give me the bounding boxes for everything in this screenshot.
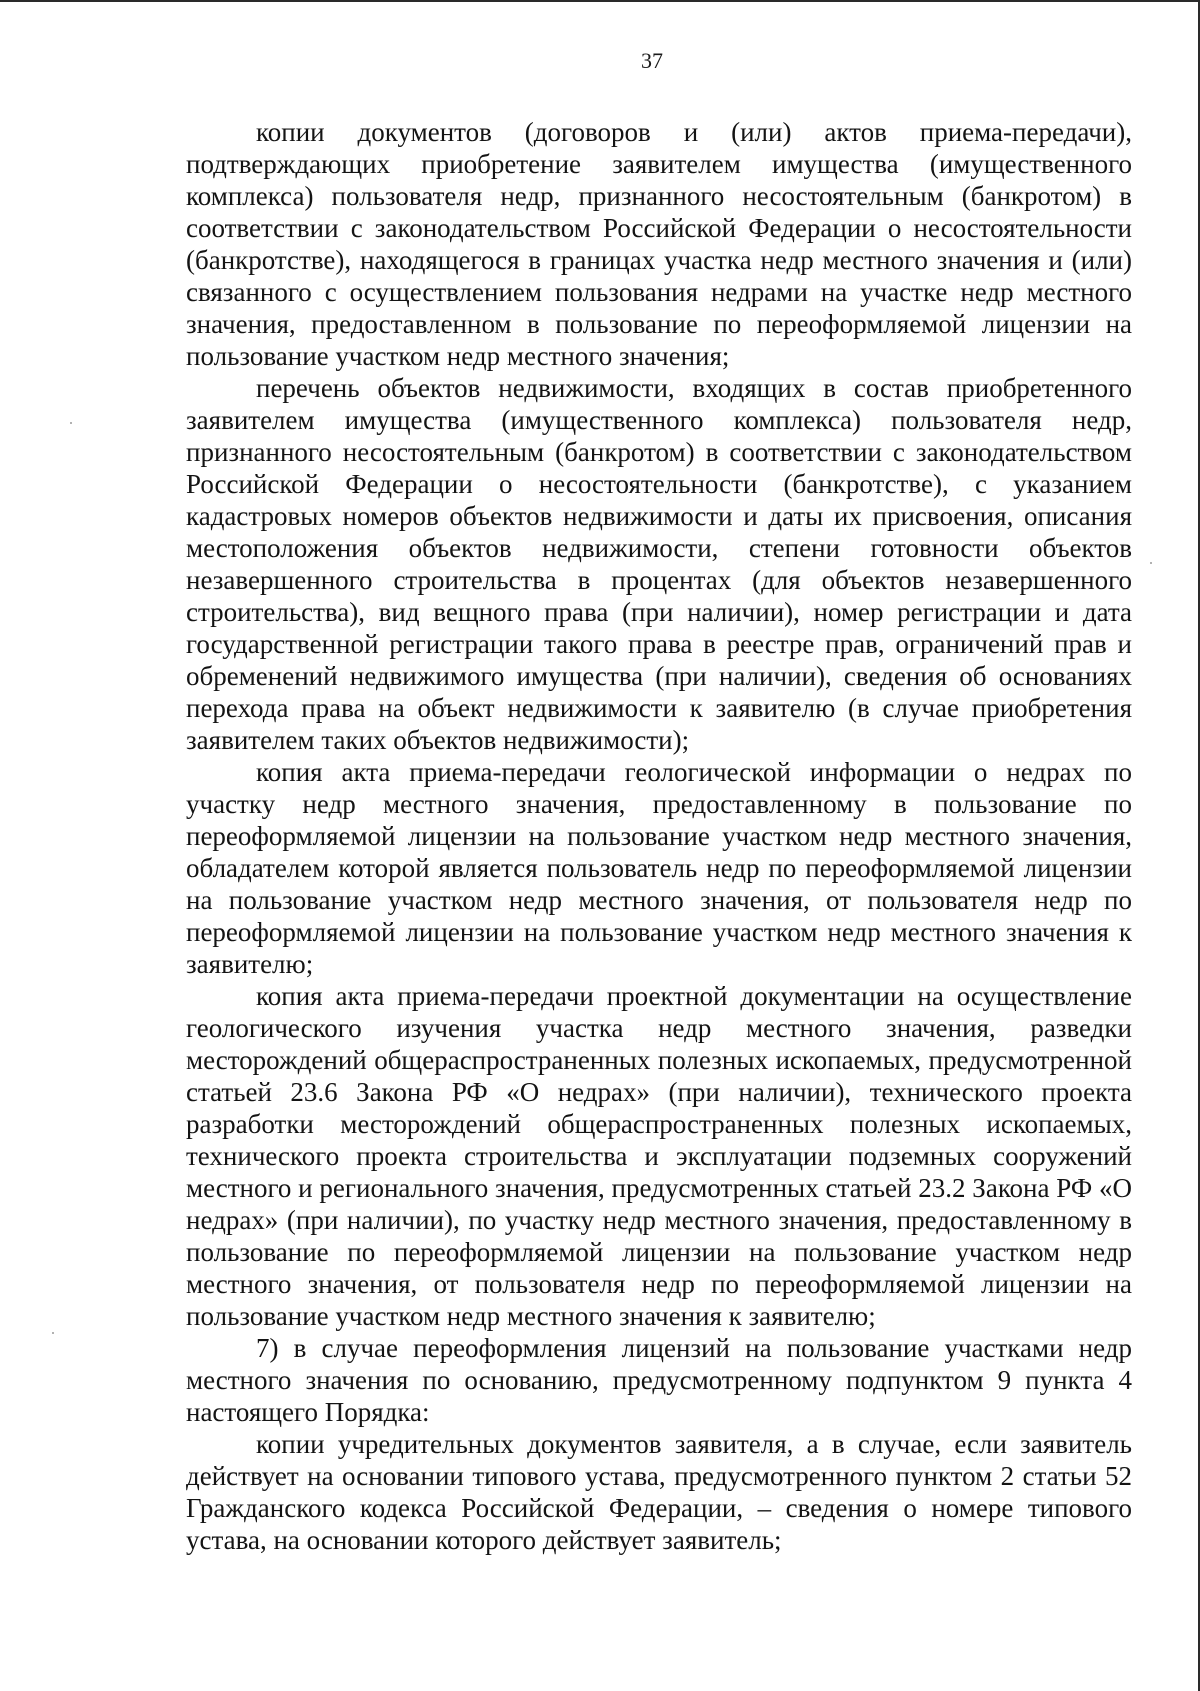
scan-speck	[70, 422, 72, 424]
paragraph-real-estate-list: перечень объектов недвижимости, входящих в состав приобретенного заявителем имущества (имущественного комплекса) пользователя недр, признанного несостоятельным (банкротом) в соответствии с законодательством Российской Федерации о несостоятельности (банкротстве), с указанием кадастровых номеров объектов недвижимости и даты их присвоения, описания местоположения объектов недвижимости, степени готовности объектов незавершенного строительства в процентах (для объектов незавершенного строительства), вид вещного права (при наличии), номер регистрации и дата государственной регистрации такого права в реестре прав, ограничений прав и обременений недвижимого имущества (при наличии), сведения об основаниях перехода права на объект недвижимости к заявителю (в случае приобретения заявителем таких объектов недвижимости);	[186, 373, 1132, 755]
page-number: 37	[641, 48, 663, 73]
paragraph-founding-documents: копии учредительных документов заявителя, а в случае, если заявитель действует на основании типового устава, предусмотренного пунктом 2 статьи 52 Гражданского кодекса Российской Федерации, – сведения о номере типового устава, на основании которого действует заявитель;	[186, 1429, 1132, 1555]
paragraph-item-7: 7) в случае переоформления лицензий на пользование участками недр местного значения по основанию, предусмотренному подпунктом 9 пункта 4 настоящего Порядка:	[186, 1333, 1132, 1427]
scan-speck	[52, 1332, 54, 1334]
paragraph-geological-info-act: копия акта приема-передачи геологической информации о недрах по участку недр местного значения, предоставленному в пользование по переоформляемой лицензии на пользование участком недр местного значения, обладателем которой является пользователь недр по переоформляемой лицензии на пользование участком недр местного значения, от пользователя недр по переоформляемой лицензии на пользование участком недр местного значения к заявителю;	[186, 757, 1132, 979]
scan-speck	[1150, 562, 1152, 564]
paragraph-property-documents: копии документов (договоров и (или) актов приема-передачи), подтверждающих приобретение заявителем имущества (имущественного комплекса) пользователя недр, признанного несостоятельным (банкротом) в соответствии с законодательством Российской Федерации о несостоятельности (банкротстве), находящегося в границах участка недр местного значения и (или) связанного с осуществлением пользования недрами на участке недр местного значения, предоставленном в пользование по переоформляемой лицензии на пользование участком недр местного значения;	[186, 117, 1132, 371]
document-body	[186, 116, 1132, 1556]
paragraph-project-documentation-act: копия акта приема-передачи проектной документации на осуществление геологического изучения участка недр местного значения, разведки месторождений общераспространенных полезных ископаемых, предусмотренной статьей 23.6 Закона РФ «О недрах» (при наличии), технического проекта разработки месторождений общераспространенных полезных ископаемых, технического проекта строительства и эксплуатации подземных сооружений местного и регионального значения, предусмотренных статьей 23.2 Закона РФ «О недрах» (при наличии), по участку недр местного значения, предоставленному в пользование по переоформляемой лицензии на пользование участком недр местного значения, от пользователя недр по переоформляемой лицензии на пользование участком недр местного значения к заявителю;	[186, 981, 1132, 1331]
